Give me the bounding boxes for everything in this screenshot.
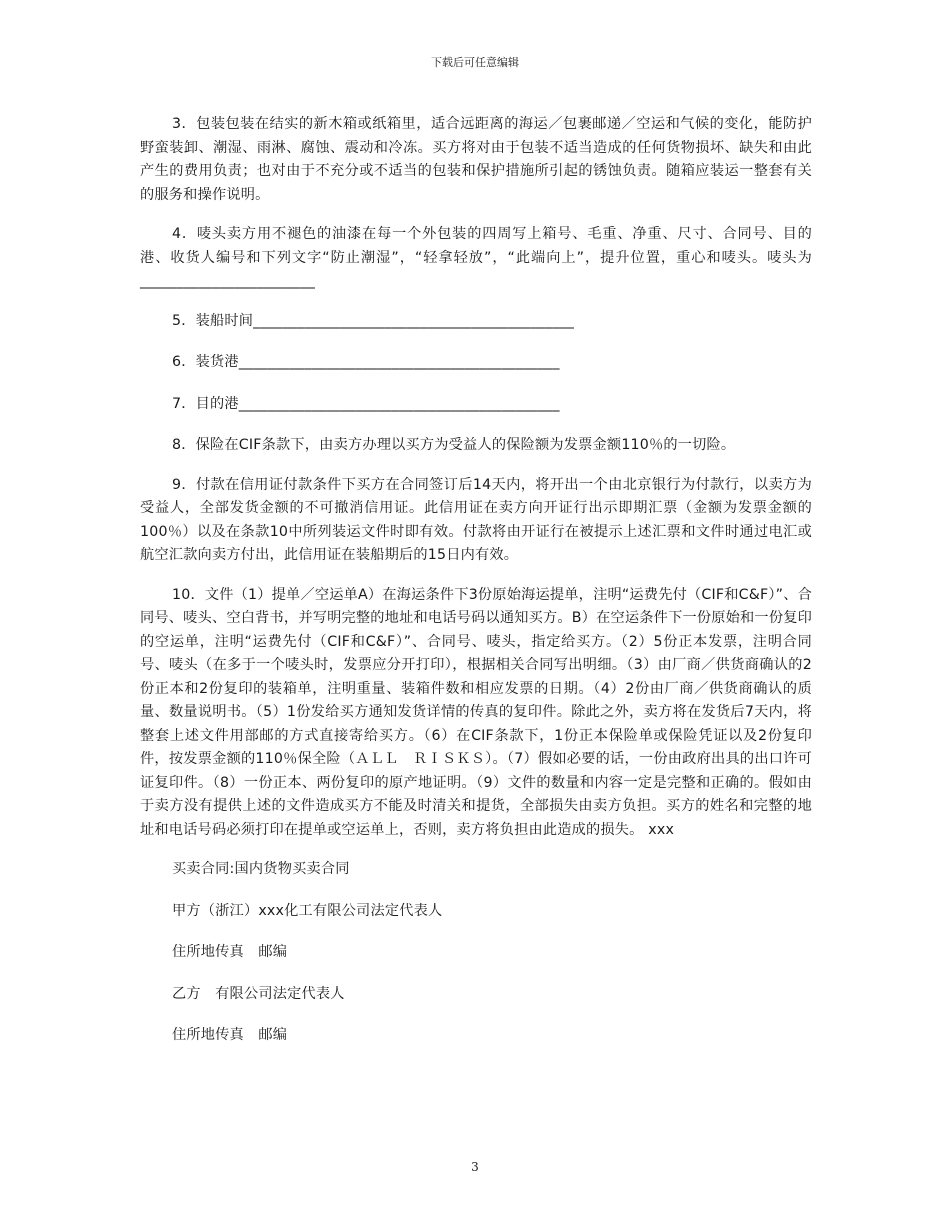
contract-title: 买卖合同:国内货物买卖合同 — [172, 861, 350, 877]
clause-9-payment: 9．付款在信用证付款条件下买方在合同签订后14天内，将开出一个由北京银行为付款行，以卖方为受益人，全部发货金额的不可撤消信用证。此信用证在卖方向开证行出示即期汇票（金额为发票金额的100％）以及在条款10中所列装运文件时即有效。付款将由开证行在被提示上述汇票和文件时通过电汇或航空汇款向卖方付出，此信用证在装船期后的15日内有效。 — [140, 476, 812, 563]
document-body — [140, 113, 812, 1066]
party-b-address-line: 住所地传真 邮编 — [172, 1027, 288, 1043]
clause-3-packing: 3．包装包装在结实的新木箱或纸箱里，适合远距离的海运／包裹邮递／空运和气候的变化，能防护野蛮装卸、潮湿、雨淋、腐蚀、震动和冷冻。买方将对由于包装不适当造成的任何货物损坏、缺失和由此产生的费用负责；也对由于不充分或不适当的包装和保护措施所引起的锈蚀负责。随箱应装运一整套有关的服务和操作说明。 — [140, 116, 812, 203]
clause-6-port-of-loading: 6．装货港____________________________________________ — [172, 354, 560, 370]
clause-10-documents: 10．文件（1）提单／空运单A）在海运条件下3份原始海运提单，注明“运费先付（CIF和C&F）”、合同号、唛头、空白背书，并写明完整的地址和电话号码以通知买方。B）在空运条件下一份原始和一份复印的空运单，注明“运费先付（CIF和C&F）”、合同号、唛头，指定给买方。（2）5份正本发票，注明合同号、唛头（在多于一个唛头时，发票应分开打印），根据相关合同写出明细。（3）由厂商／供货商确认的2份正本和2份复印的装箱单，注明重量、装箱件数和相应发票的日期。（4）2份由厂商／供货商确认的质量、数量说明书。（5）1份发给买方通知发货详情的传真的复印件。除此之外，卖方将在发货后7天内，将整套上述文件用部邮的方式直接寄给买方。（6）在CIF条款下，1份正本保险单或保险凭证以及2份复印件，按发票金额的110％保全险（ＡＬＬ ＲＩＳＫＳ）。（7）假如必要的话，一份由政府出具的出口许可证复印件。（8）一份正本、两份复印的原产地证明。（9）文件的数量和内容一定是完整和正确的。假如由于卖方没有提供上述的文件造成买方不能及时清关和提货，全部损失由卖方负担。买方的姓名和完整的地址和电话号码必须打印在提单或空运单上，否则，卖方将负担由此造成的损失。 xxx — [140, 586, 812, 838]
page-number: 3 — [471, 1160, 479, 1174]
page-header: 下载后可任意编辑 — [431, 56, 519, 69]
party-a-line: 甲方（浙江）xxx化工有限公司法定代表人 — [172, 902, 443, 919]
party-a-address-line: 住所地传真 邮编 — [172, 944, 288, 960]
clause-5-shipment-time: 5．装船时间____________________________________________ — [172, 312, 575, 329]
party-b-line: 乙方 有限公司法定代表人 — [172, 985, 345, 1002]
clause-8-insurance: 8．保险在CIF条款下，由卖方办理以买方为受益人的保险额为发票金额110％的一切险。 — [172, 437, 736, 453]
clause-4-shipping-marks: 4．唛头卖方用不褪色的油漆在每一个外包装的四周写上箱号、毛重、净重、尺寸、合同号、目的港、收货人编号和下列文字“防止潮湿”，“轻拿轻放”，“此端向上”，提升位置，重心和唛头。唛头为________________________ — [140, 226, 812, 289]
clause-7-destination-port: 7．目的港____________________________________________ — [172, 395, 560, 412]
